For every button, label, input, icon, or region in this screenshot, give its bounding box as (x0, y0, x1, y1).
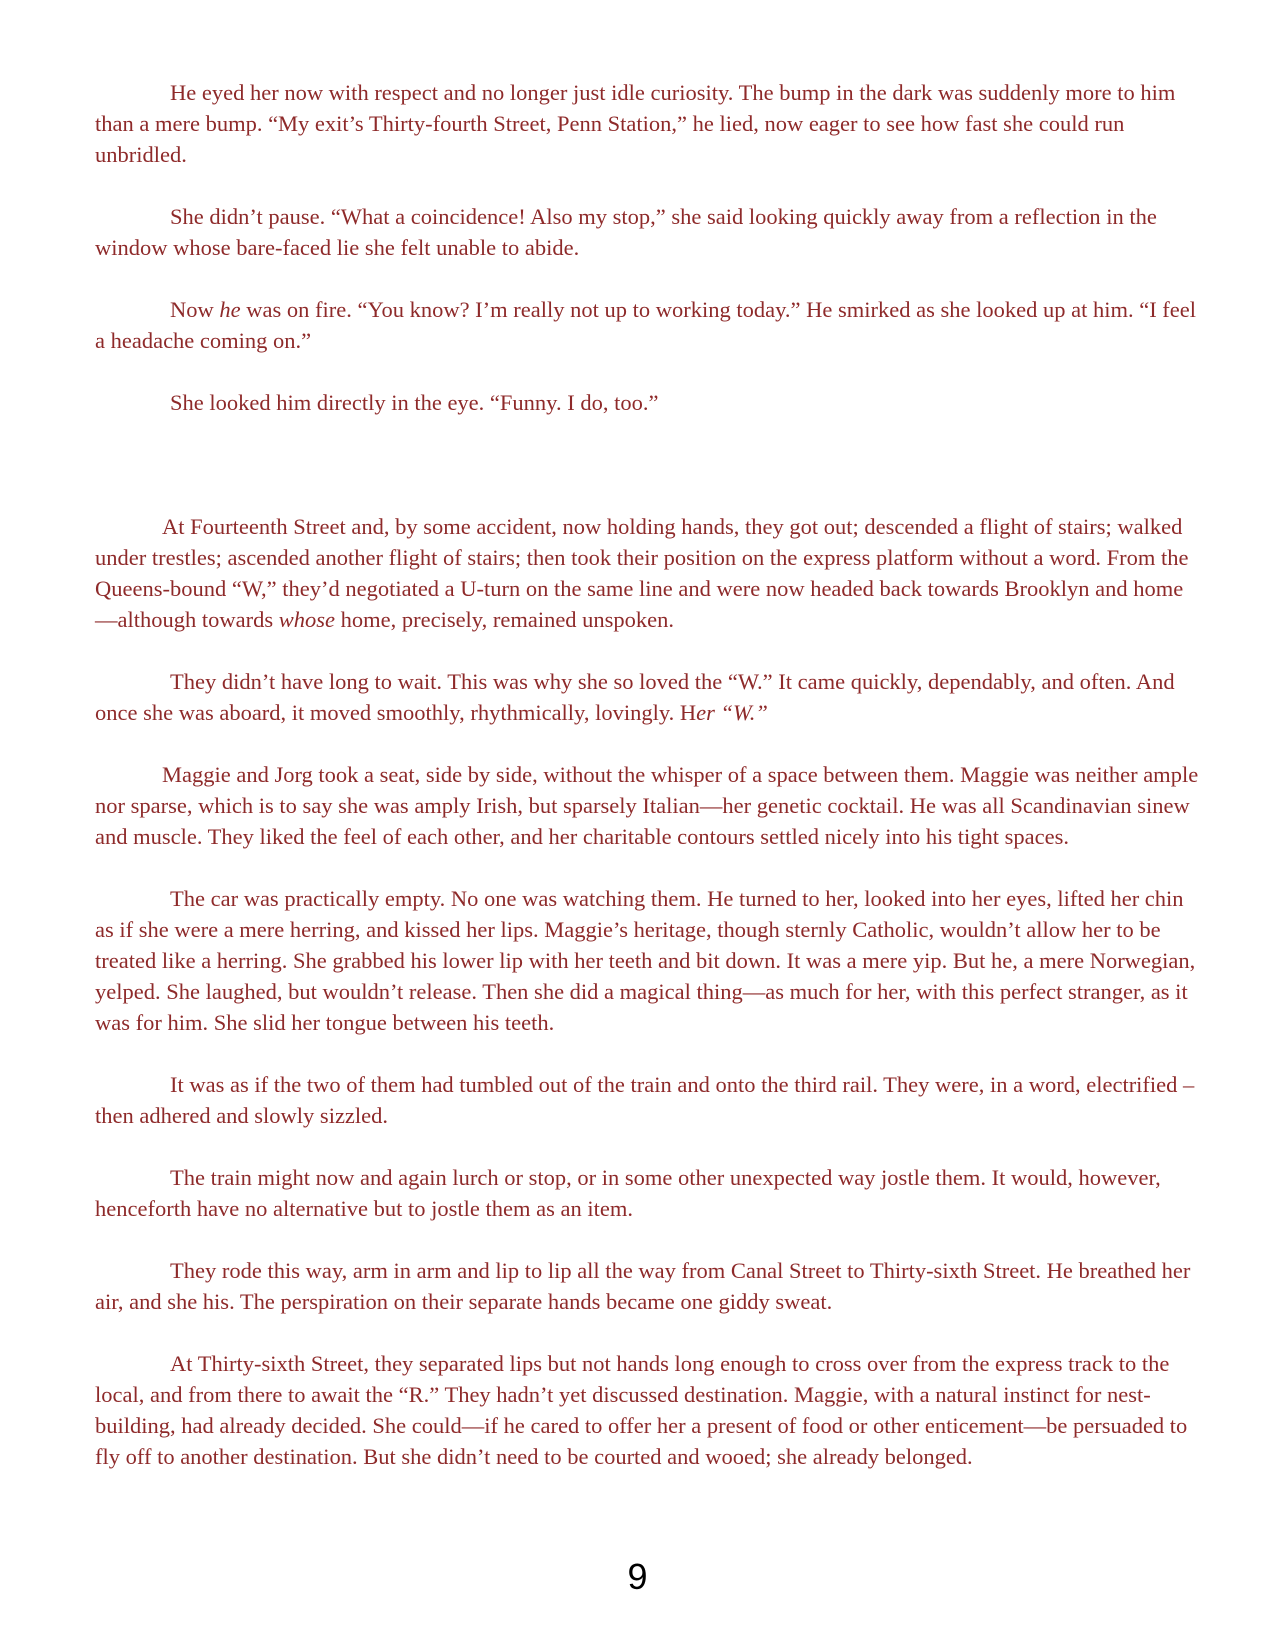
paragraph-text: The train might now and again lurch or stop, or in some other unexpected way jostle them. It would, however, henceforth have no alternative but to jostle them as an item. (95, 1165, 1161, 1221)
paragraph-9 (95, 1069, 1205, 1131)
paragraph-3 (95, 294, 1205, 356)
paragraph-11 (95, 1255, 1205, 1317)
paragraph-1 (95, 77, 1205, 170)
emphasis-text: whose (278, 607, 335, 632)
paragraph-text: was on fire. “You know? I’m really not up to working today.” He smirked as she looked up at him. “I feel a headache coming on.” (95, 297, 1197, 353)
paragraph-7 (95, 759, 1205, 852)
paragraph-text: She looked him directly in the eye. “Funny. I do, too.” (170, 390, 659, 415)
paragraph-5 (95, 511, 1205, 635)
paragraph-text: He eyed her now with respect and no longer just idle curiosity. The bump in the dark was suddenly more to him than a mere bump. “My exit’s Thirty-fourth Street, Penn Station,” he lied, now eager to see how fast she could run unbridled. (95, 80, 1176, 167)
paragraph-2 (95, 201, 1205, 263)
paragraph-text: home, precisely, remained unspoken. (334, 607, 675, 632)
paragraph-text: She didn’t pause. “What a coincidence! Also my stop,” she said looking quickly away from a reflection in the window whose bare-faced lie she felt unable to abide. (95, 204, 1157, 260)
paragraph-text: At Fourteenth Street and, by some accident, now holding hands, they got out; descended a flight of stairs; walked under trestles; ascended another flight of stairs; then took their position on the express platform without a word. From the Queens-bound “W,” they’d negotiated a U-turn on the same line and were now headed back towards Brooklyn and home—although towards (95, 514, 1189, 632)
emphasis-text: he (219, 297, 241, 322)
paragraph-text: They didn’t have long to wait. This was why she so loved the “W.” It came quickly, dependably, and often. And once she was aboard, it moved smoothly, rhythmically, lovingly. H (95, 669, 1175, 725)
paragraph-text: At Thirty-sixth Street, they separated lips but not hands long enough to cross over from the express track to the local, and from there to await the “R.” They hadn’t yet discussed destination. Maggie, with a natural instinct for nest-building, had already decided. She could—if he cared to offer her a present of food or other enticement—be persuaded to fly off to another destination. But she didn’t need to be courted and wooed; she already belonged. (95, 1351, 1188, 1469)
paragraph-text: Maggie and Jorg took a seat, side by side, without the whisper of a space between them. Maggie was neither ample nor sparse, which is to say she was amply Irish, but sparsely Italian—her genetic cocktail. He was all Scandinavian sinew and muscle. They liked the feel of each other, and her charitable contours settled nicely into his tight spaces. (95, 762, 1199, 849)
paragraph-6 (95, 666, 1205, 728)
paragraph-10 (95, 1162, 1205, 1224)
paragraph-12 (95, 1348, 1205, 1472)
paragraph-text: The car was practically empty. No one was watching them. He turned to her, looked into her eyes, lifted her chin as if she were a mere herring, and kissed her lips. Maggie’s heritage, though sternly Catholic, wouldn’t allow her to be treated like a herring. She grabbed his lower lip with her teeth and bit down. It was a mere yip. But he, a mere Norwegian, yelped. She laughed, but wouldn’t release. Then she did a magical thing—as much for her, with this perfect stranger, as it was for him. She slid her tongue between his teeth. (95, 886, 1196, 1035)
page-number: 9 (627, 1556, 648, 1597)
paragraph-8 (95, 883, 1205, 1038)
paragraph-4 (95, 387, 1205, 418)
emphasis-text: er “W.” (696, 700, 768, 725)
paragraph-text: It was as if the two of them had tumbled out of the train and onto the third rail. They were, in a word, electrified – then adhered and slowly sizzled. (95, 1072, 1195, 1128)
document-body (95, 77, 1205, 1472)
paragraph-text: They rode this way, arm in arm and lip to lip all the way from Canal Street to Thirty-sixth Street. He breathed her air, and she his. The perspiration on their separate hands became one giddy sweat. (95, 1258, 1191, 1314)
paragraph-text: Now (170, 297, 220, 322)
